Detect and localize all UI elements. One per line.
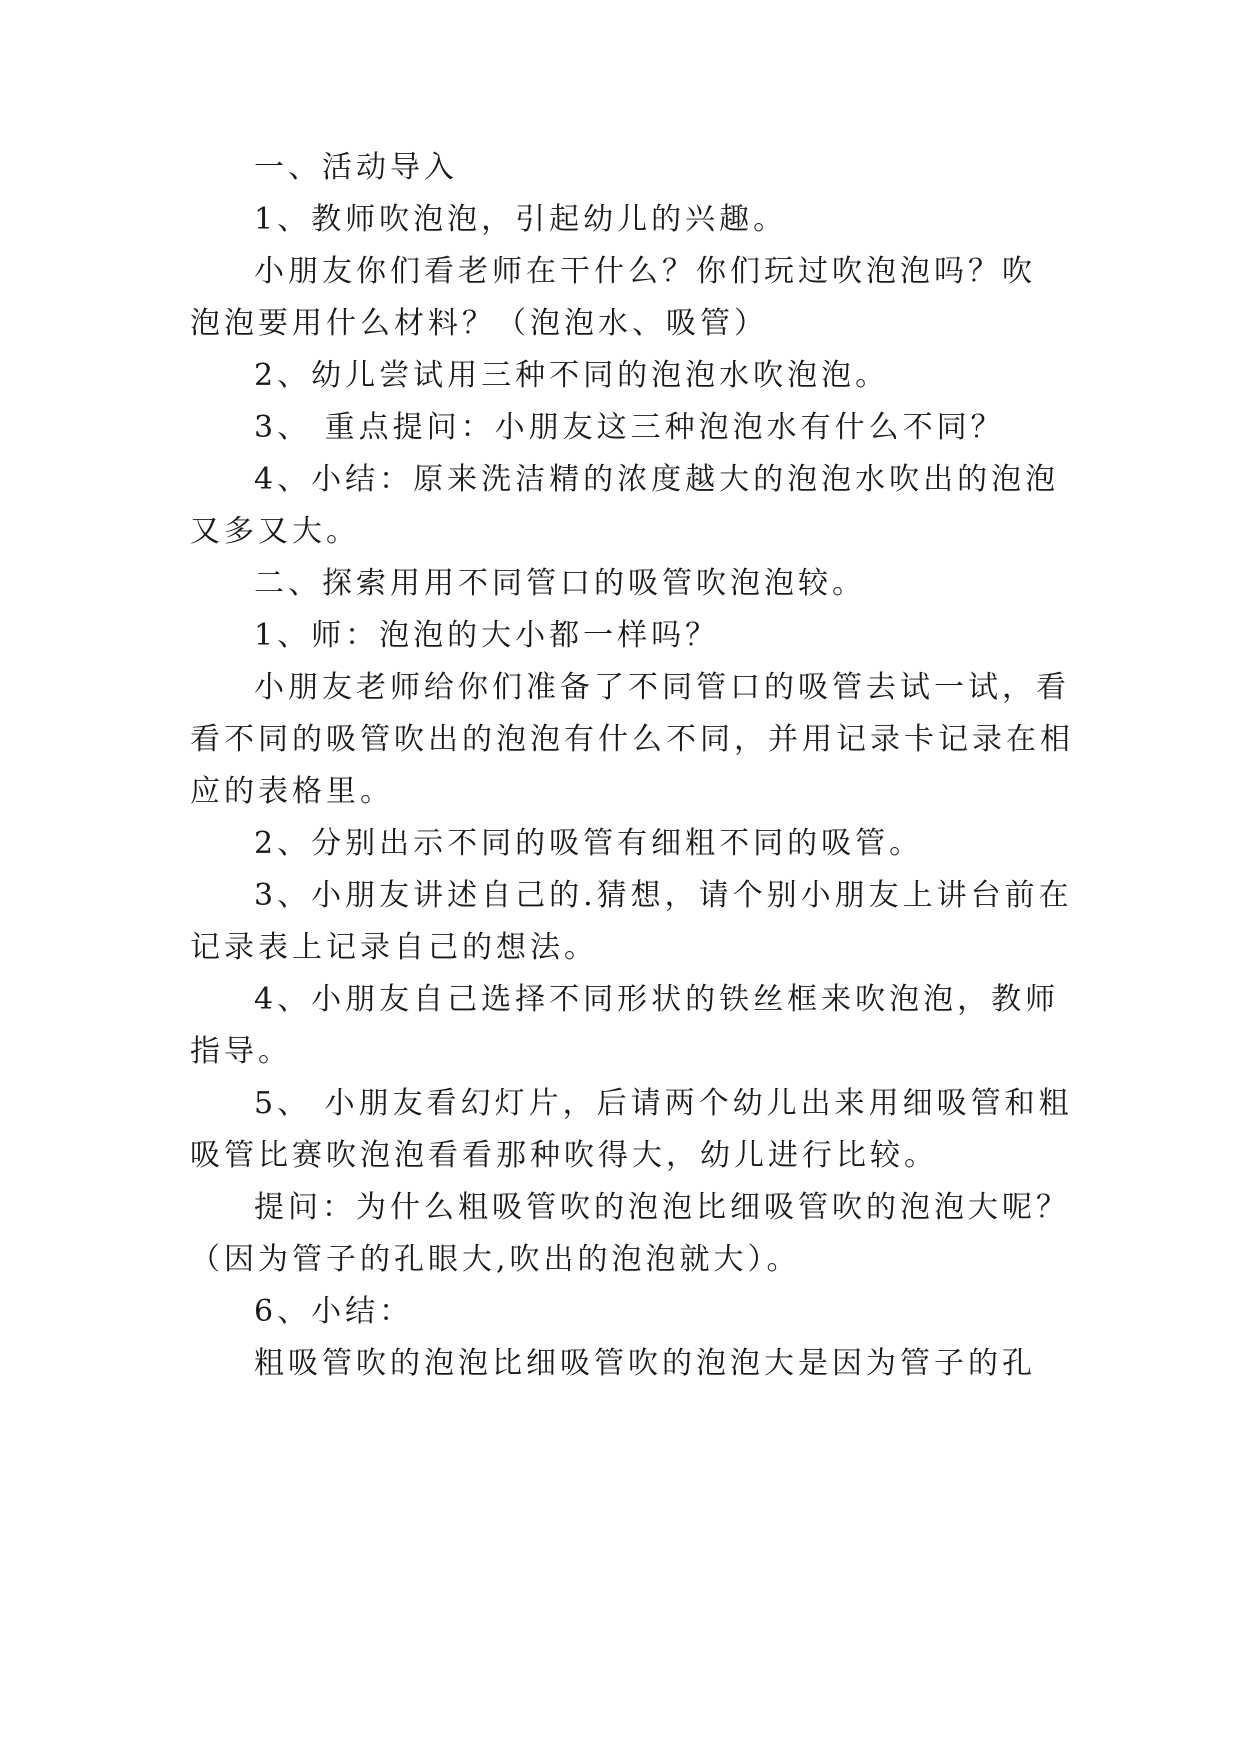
paragraph-line: 小朋友老师给你们准备了不同管口的吸管去试一试，看 <box>254 670 1070 705</box>
paragraph-line: 提问：为什么粗吸管吹的泡泡比细吸管吹的泡泡大呢？ <box>254 1190 1070 1225</box>
paragraph-line: 小朋友你们看老师在干什么？你们玩过吹泡泡吗？吹 <box>254 254 1036 289</box>
paragraph-line: 4、小结：原来洗洁精的浓度越大的泡泡水吹出的泡泡 <box>254 462 1060 497</box>
paragraph-line: 2、幼儿尝试用三种不同的泡泡水吹泡泡。 <box>254 358 890 393</box>
paragraph-line: 指导。 <box>190 1034 292 1069</box>
paragraph-line: 泡泡要用什么材料？（泡泡水、吸管） <box>190 306 768 341</box>
paragraph-line: 记录表上记录自己的想法。 <box>190 930 598 965</box>
paragraph-line: 又多又大。 <box>190 514 360 549</box>
paragraph-line: 6、小结： <box>254 1294 414 1329</box>
paragraph-line: 吸管比赛吹泡泡看看那种吹得大，幼儿进行比较。 <box>190 1138 938 1173</box>
section-heading-explore: 二、探索用用不同管口的吸管吹泡泡较。 <box>254 566 866 601</box>
paragraph-line: 看不同的吸管吹出的泡泡有什么不同，并用记录卡记录在相 <box>190 722 1074 757</box>
section-heading-intro: 一、活动导入 <box>254 150 458 185</box>
paragraph-line: 应的表格里。 <box>190 774 394 809</box>
paragraph-line: （因为管子的孔眼大,吹出的泡泡就大）。 <box>190 1242 801 1277</box>
paragraph-line: 3、小朋友讲述自己的.猜想，请个别小朋友上讲台前在 <box>254 878 1073 913</box>
paragraph-line: 5、 小朋友看幻灯片，后请两个幼儿出来用细吸管和粗 <box>254 1086 1073 1121</box>
paragraph-line: 2、分别出示不同的吸管有细粗不同的吸管。 <box>254 826 924 861</box>
paragraph-line: 3、 重点提问：小朋友这三种泡泡水有什么不同？ <box>254 410 1005 445</box>
paragraph-line: 1、师：泡泡的大小都一样吗？ <box>254 618 720 653</box>
paragraph-line: 粗吸管吹的泡泡比细吸管吹的泡泡大是因为管子的孔 <box>254 1346 1036 1381</box>
paragraph-line: 1、教师吹泡泡，引起幼儿的兴趣。 <box>254 202 788 237</box>
paragraph-line: 4、小朋友自己选择不同形状的铁丝框来吹泡泡，教师 <box>254 982 1060 1017</box>
